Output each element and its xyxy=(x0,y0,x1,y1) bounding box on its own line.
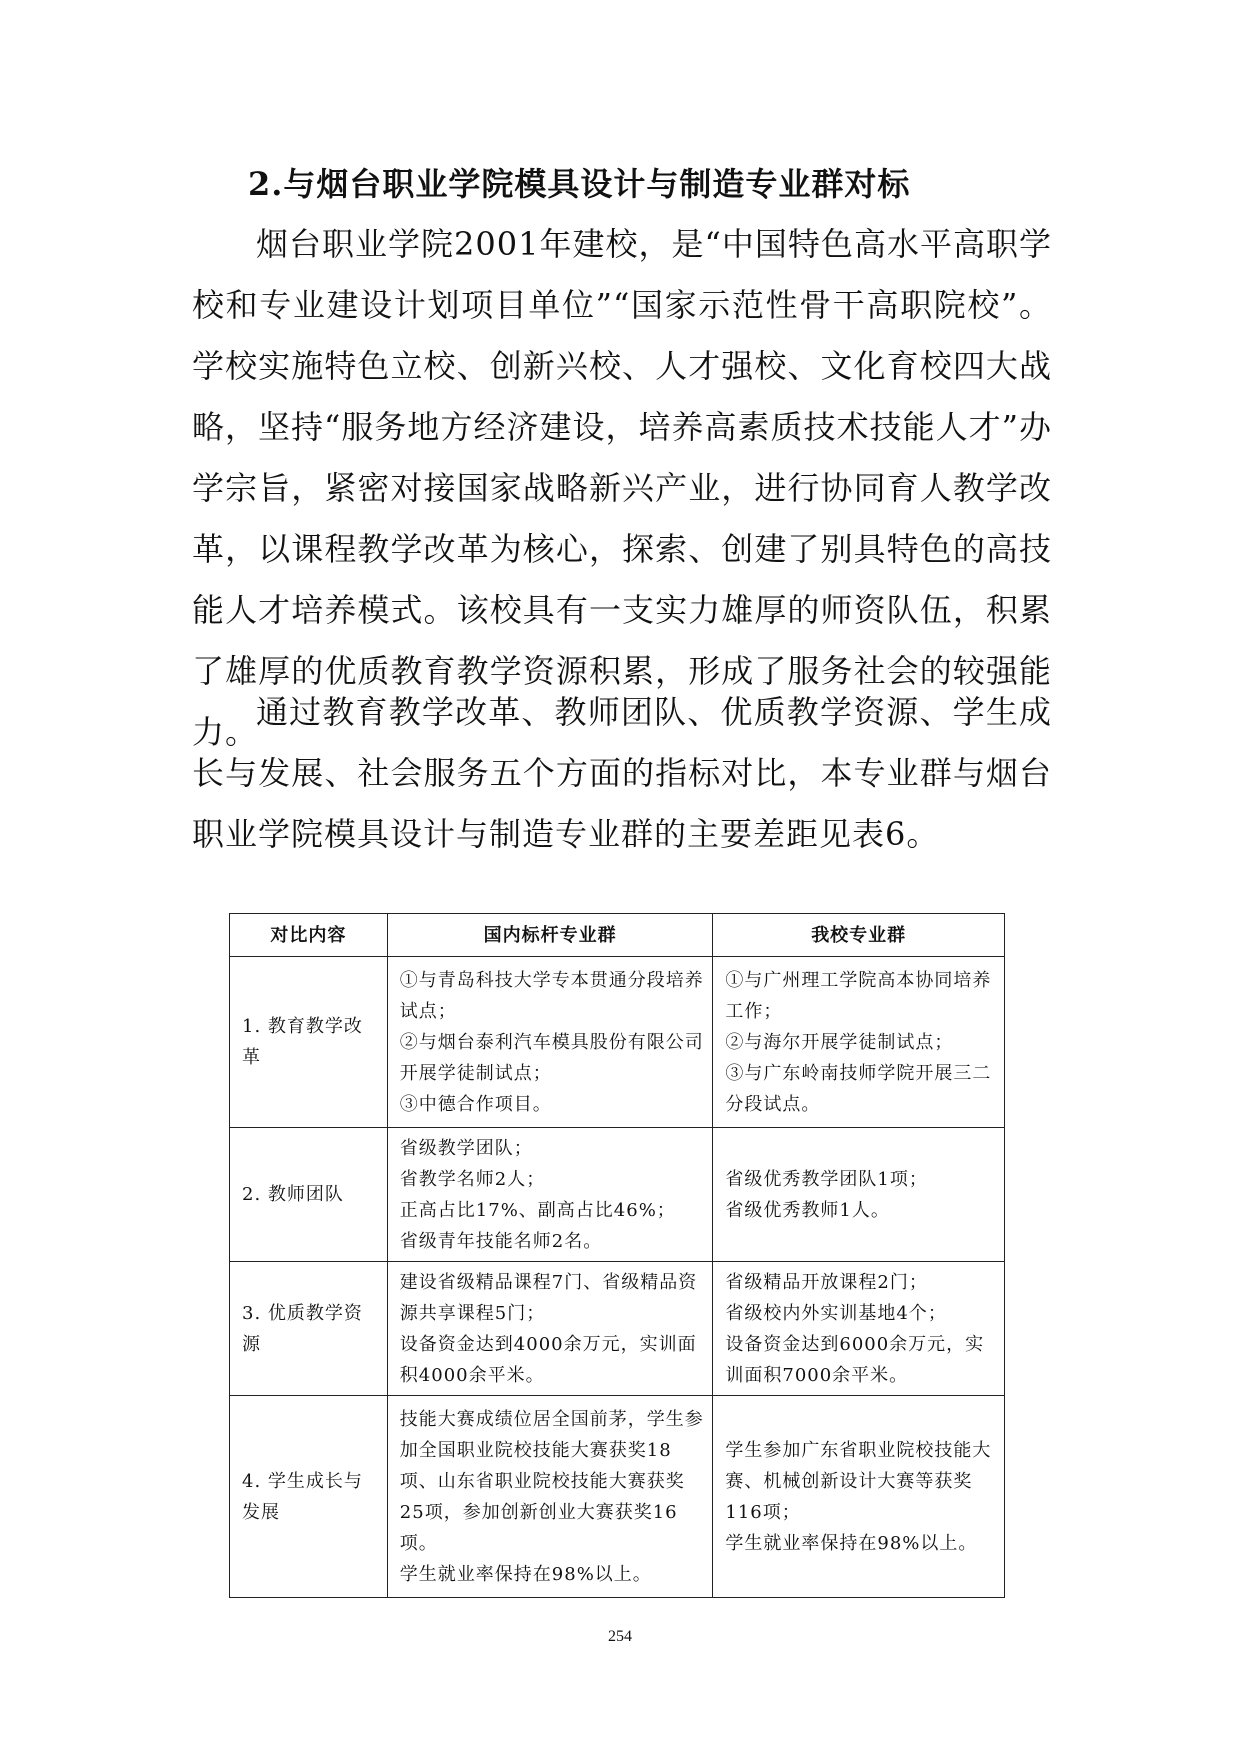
cell-line: ②与海尔开展学徒制试点； xyxy=(725,1031,954,1053)
cell-line: ①与广州理工学院高本协同培养工作； xyxy=(725,969,992,1022)
benchmark-cell xyxy=(387,1128,713,1262)
cell-line: 设备资金达到6000余万元，实训面积7000余平米。 xyxy=(725,1333,985,1386)
paragraph-intro: 烟台职业学院2001年建校，是“中国特色高水平高职学校和专业建设计划项目单位”“国家示范性骨干高职院校”。学校实施特色立校、创新兴校、人才强校、文化育校四大战略，坚持“服务地方经济建设，培养高素质技术技能人才”办学宗旨，紧密对接国家战略新兴产业，进行协同育人教学改革，以课程教学改革为核心，探索、创建了别具特色的高技能人才培养模式。该校具有一支实力雄厚的师资队伍，积累了雄厚的优质教育教学资源积累，形成了服务社会的较强能力。 xyxy=(192,225,1052,751)
cell-line: 省级优秀教师1人。 xyxy=(725,1199,890,1221)
header-benchmark-group: 国内标杆专业群 xyxy=(387,914,713,957)
cell-line: 省教学名师2人； xyxy=(399,1168,546,1190)
cell-line: 省级优秀教学团队1项； xyxy=(725,1168,928,1190)
cell-line: 建设省级精品课程7门、省级精品资源共享课程5门； xyxy=(399,1271,698,1324)
comparison-table xyxy=(229,913,1005,1598)
cell-line: ①与青岛科技大学专本贯通分段培养试点； xyxy=(399,969,704,1022)
cell-line: 省级教学团队； xyxy=(399,1137,533,1159)
ours-cell xyxy=(713,1128,1005,1262)
row-label: 3. 优质教学资源 xyxy=(230,1262,388,1396)
cell-line: 省级精品开放课程2门； xyxy=(725,1271,928,1293)
ours-cell xyxy=(713,1396,1005,1598)
cell-line: 学生参加广东省职业院校技能大赛、机械创新设计大赛等获奖116项； xyxy=(725,1439,992,1523)
page-number: 254 xyxy=(608,1628,632,1645)
cell-line: 正高占比17%、副高占比46%； xyxy=(399,1199,676,1221)
cell-line: 省级青年技能名师2名。 xyxy=(399,1230,603,1252)
header-our-group: 我校专业群 xyxy=(713,914,1005,957)
cell-line: 设备资金达到4000余万元，实训面积4000余平米。 xyxy=(399,1333,697,1386)
table-row xyxy=(230,957,1005,1128)
cell-line: 省级校内外实训基地4个； xyxy=(725,1302,947,1324)
cell-line: 学生就业率保持在98%以上。 xyxy=(399,1563,652,1585)
section-heading: 2.与烟台职业学院模具设计与制造专业群对标 xyxy=(248,165,911,203)
row-label: 2. 教师团队 xyxy=(230,1128,388,1262)
paragraph-comparison: 通过教育教学改革、教师团队、优质教学资源、学生成长与发展、社会服务五个方面的指标对比，本专业群与烟台职业学院模具设计与制造专业群的主要差距见表6。 xyxy=(192,693,1052,853)
benchmark-cell xyxy=(387,1396,713,1598)
benchmark-cell xyxy=(387,1262,713,1396)
header-contrast-item: 对比内容 xyxy=(230,914,388,957)
benchmark-cell xyxy=(387,957,713,1128)
row-label: 4. 学生成长与发展 xyxy=(230,1396,388,1598)
cell-line: ②与烟台泰利汽车模具股份有限公司开展学徒制试点； xyxy=(399,1031,704,1084)
cell-line: ③中德合作项目。 xyxy=(399,1093,552,1115)
ours-cell xyxy=(713,957,1005,1128)
table-row xyxy=(230,1396,1005,1598)
row-label: 1. 教育教学改革 xyxy=(230,957,388,1128)
cell-line: ③与广东岭南技师学院开展三二分段试点。 xyxy=(725,1062,992,1115)
table-row xyxy=(230,1128,1005,1262)
cell-line: 学生就业率保持在98%以上。 xyxy=(725,1532,978,1554)
ours-cell xyxy=(713,1262,1005,1396)
table-row xyxy=(230,1262,1005,1396)
cell-line: 技能大赛成绩位居全国前茅，学生参加全国职业院校技能大赛获奖18项、山东省职业院校技能大赛获奖25项，参加创新创业大赛获奖16项。 xyxy=(399,1408,704,1554)
table-header-row xyxy=(230,914,1005,957)
